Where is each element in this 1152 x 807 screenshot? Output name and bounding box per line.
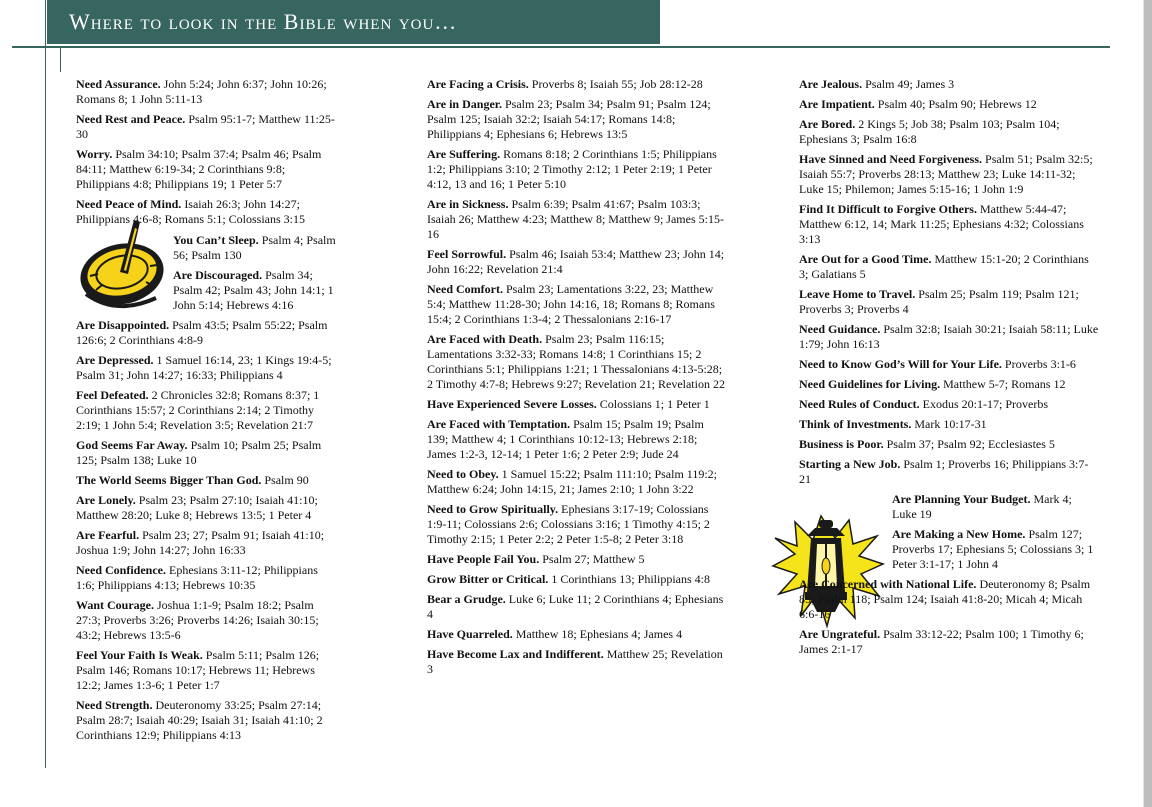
column-1	[76, 77, 339, 748]
entry-heading: Need Guidance.	[799, 322, 881, 336]
column-2	[427, 77, 727, 682]
reference-entry	[427, 592, 727, 622]
reference-entry	[799, 202, 1099, 247]
entry-heading: Are Faced with Death.	[427, 332, 543, 346]
entry-heading: Are Facing a Crisis.	[427, 77, 529, 91]
entry-references: 1 Corinthians 13; Philippians 4:8	[551, 572, 710, 586]
entry-heading: Want Courage.	[76, 598, 154, 612]
reference-entry	[799, 627, 1099, 657]
entry-references: Psalm 34:10; Psalm 37:4; Psalm 46; Psalm 84:11; Matthew 6:19-34; 2 Corinthians 9:8; Philippians 4:8; Philippians 19; 1 Peter 5:7	[76, 147, 322, 191]
entry-references: Ephesians 3:11-12; Philippians 1:6; Philippians 4:13; Hebrews 10:35	[76, 563, 318, 592]
entry-references: Matthew 15:1-20; 2 Corinthians 3; Galatians 5	[799, 252, 1089, 281]
reference-entry	[799, 492, 1099, 522]
vertical-rule	[45, 0, 46, 768]
entry-heading: You Can’t Sleep.	[173, 233, 259, 247]
reference-entry	[427, 147, 727, 192]
reference-entry	[799, 97, 1099, 112]
reference-entry	[799, 152, 1099, 197]
entry-heading: Are Ungrateful.	[799, 627, 881, 641]
reference-entry	[799, 527, 1099, 572]
entry-heading: Need Assurance.	[76, 77, 161, 91]
vertical-rule-short	[60, 46, 61, 72]
entry-heading: Are in Danger.	[427, 97, 502, 111]
reference-entry	[799, 252, 1099, 282]
entry-heading: Are Faced with Temptation.	[427, 417, 571, 431]
entry-references: Psalm 5:11; Psalm 126; Psalm 146; Romans 10:17; Hebrews 11; Hebrews 12:2; James 1:3-6; 1 Peter 1:7	[76, 648, 320, 692]
entry-references: Matthew 5:44-47; Matthew 6:12, 14; Mark 11:25; Ephesians 4:32; Colossians 3:13	[799, 202, 1084, 246]
entry-references: Luke 6; Luke 11; 2 Corinthians 4; Ephesians 4	[427, 592, 724, 621]
entry-heading: Feel Your Faith Is Weak.	[76, 648, 203, 662]
entry-heading: Are Fearful.	[76, 528, 140, 542]
entry-references: Psalm 6:39; Psalm 41:67; Psalm 103:3; Isaiah 26; Matthew 4:23; Matthew 8; Matthew 9; James 5:15-16	[427, 197, 724, 241]
entry-references: Psalm 23; Psalm 27:10; Isaiah 41:10; Matthew 28:20; Luke 8; Hebrews 13:5; 1 Peter 4	[76, 493, 318, 522]
entry-heading: Need Comfort.	[427, 282, 503, 296]
entry-heading: God Seems Far Away.	[76, 438, 188, 452]
entry-references: Psalm 27; Matthew 5	[542, 552, 645, 566]
reference-entry	[76, 147, 339, 192]
entry-heading: Are Planning Your Budget.	[892, 492, 1031, 506]
entry-heading: Leave Home to Travel.	[799, 287, 916, 301]
entry-references: Psalm 10; Psalm 25; Psalm 125; Psalm 138; Luke 10	[76, 438, 322, 467]
reference-entry	[427, 282, 727, 327]
entry-heading: Need to Obey.	[427, 467, 499, 481]
reference-entry	[76, 353, 339, 383]
entry-heading: Business is Poor.	[799, 437, 884, 451]
entry-heading: Need Confidence.	[76, 563, 166, 577]
entry-references: Psalm 33:12-22; Psalm 100; 1 Timothy 6; James 2:1-17	[799, 627, 1084, 656]
entry-references: Psalm 1; Proverbs 16; Philippians 3:7-21	[799, 457, 1089, 486]
reference-entry	[427, 627, 727, 642]
reference-entry	[76, 473, 339, 488]
reference-entry	[76, 698, 339, 743]
reference-entry	[76, 528, 339, 558]
entry-references: Psalm 25; Psalm 119; Psalm 121; Proverbs 3; Proverbs 4	[799, 287, 1079, 316]
entry-heading: Are in Sickness.	[427, 197, 509, 211]
entry-heading: Are Bored.	[799, 117, 856, 131]
entry-references: Psalm 37; Psalm 92; Ecclesiastes 5	[886, 437, 1055, 451]
entry-heading: Find It Difficult to Forgive Others.	[799, 202, 977, 216]
entry-references: Psalm 23; Lamentations 3:22, 23; Matthew 5:4; Matthew 11:28-30; John 14:16, 18; Romans 8; Romans 15:4; 2 Corinthians 1:3-4; 2 Thessalonians 2:16-17	[427, 282, 715, 326]
reference-entry	[76, 77, 339, 107]
entry-references: Psalm 49; James 3	[865, 77, 955, 91]
reference-entry	[427, 647, 727, 677]
reference-entry	[799, 377, 1099, 392]
entry-heading: Are Impatient.	[799, 97, 875, 111]
entry-references: Ephesians 3:17-19; Colossians 1:9-11; Colossians 2:6; Colossians 3:16; 1 Timothy 4:15; 2 Timothy 2:15; 1 Peter 2:2; 2 Peter 1:5-8; 2 Peter 3:18	[427, 502, 710, 546]
entry-references: 1 Samuel 15:22; Psalm 111:10; Psalm 119:2; Matthew 6:24; John 14:15, 21; James 2:10; 1 John 3:22	[427, 467, 718, 496]
reference-entry	[76, 648, 339, 693]
entry-references: Deuteronomy 8; Psalm 85; Psalm 118; Psalm 124; Isaiah 41:8-20; Micah 4; Micah 6:6-16	[799, 577, 1091, 621]
reference-entry	[76, 268, 339, 313]
entry-references: Psalm 15; Psalm 19; Psalm 139; Matthew 4; 1 Corinthians 10:12-13; Hebrews 2:18; James 1:2-3, 12-14; 1 Peter 1:6; 2 Peter 2:9; Jude 24	[427, 417, 704, 461]
reference-entry	[76, 563, 339, 593]
reference-entry	[799, 397, 1099, 412]
reference-entry	[799, 417, 1099, 432]
column-3	[799, 77, 1099, 662]
reference-entry	[427, 467, 727, 497]
entry-references: John 5:24; John 6:37; John 10:26; Romans 8; 1 John 5:11-13	[76, 77, 327, 106]
entry-heading: Are Lonely.	[76, 493, 136, 507]
entry-references: Psalm 127; Proverbs 17; Ephesians 5; Colossians 3; 1 Peter 3:1-17; 1 John 4	[892, 527, 1094, 571]
horizontal-rule	[12, 46, 1110, 48]
reference-entry	[799, 577, 1099, 622]
entry-references: Psalm 23; 27; Psalm 91; Isaiah 41:10; Joshua 1:9; John 14:27; John 16:33	[76, 528, 325, 557]
page-title: Where to look in the Bible when you…	[47, 0, 660, 44]
entry-references: Psalm 43:5; Psalm 55:22; Psalm 126:6; 2 Corinthians 4:8-9	[76, 318, 328, 347]
entry-heading: Feel Defeated.	[76, 388, 149, 402]
entry-references: Proverbs 8; Isaiah 55; Job 28:12-28	[531, 77, 703, 91]
entry-heading: Worry.	[76, 147, 113, 161]
entry-references: Joshua 1:1-9; Psalm 18:2; Psalm 27:3; Proverbs 3:26; Proverbs 14:26; Isaiah 30:15; 43:2; Hebrews 13:5-6	[76, 598, 319, 642]
entry-references: Proverbs 3:1-6	[1004, 357, 1076, 371]
entry-references: Psalm 90	[264, 473, 309, 487]
reference-entry	[799, 437, 1099, 452]
reference-entry	[799, 457, 1099, 487]
entry-heading: Are Suffering.	[427, 147, 501, 161]
reference-entry	[799, 287, 1099, 317]
entry-heading: Need to Grow Spiritually.	[427, 502, 559, 516]
entry-heading: Need Rules of Conduct.	[799, 397, 920, 411]
entry-heading: Are Jealous.	[799, 77, 863, 91]
entry-heading: Need Strength.	[76, 698, 153, 712]
reference-entry	[799, 117, 1099, 147]
reference-entry	[427, 332, 727, 392]
entry-heading: Have Quarreled.	[427, 627, 513, 641]
reference-entry	[427, 77, 727, 92]
reference-entry	[76, 493, 339, 523]
reference-entry	[76, 112, 339, 142]
entry-heading: Have Experienced Severe Losses.	[427, 397, 597, 411]
entry-heading: Are Discouraged.	[173, 268, 263, 282]
entry-references: Psalm 46; Isaiah 53:4; Matthew 23; John 14; John 16:22; Revelation 21:4	[427, 247, 725, 276]
entry-references: Romans 8:18; 2 Corinthians 1:5; Philippians 1:2; Philippians 3:10; 2 Timothy 2:12; 1 Peter 2:19; 1 Peter 4:12, 13 and 16; 1 Peter 5:10	[427, 147, 717, 191]
entry-heading: Have Become Lax and Indifferent.	[427, 647, 604, 661]
reference-entry	[76, 318, 339, 348]
entry-references: Psalm 23; Psalm 34; Psalm 91; Psalm 124; Psalm 125; Isaiah 32:2; Isaiah 54:17; Romans 14:8; Philippians 4; Ephesians 6; Hebrews 13:5	[427, 97, 711, 141]
reference-entry	[427, 552, 727, 567]
entry-heading: Starting a New Job.	[799, 457, 901, 471]
entry-heading: Bear a Grudge.	[427, 592, 506, 606]
reference-entry	[427, 502, 727, 547]
entry-references: Deuteronomy 33:25; Psalm 27:14; Psalm 28:7; Isaiah 40:29; Isaiah 31; Isaiah 41:10; 2 Corinthians 12:9; Philippians 4:13	[76, 698, 323, 742]
reference-entry	[76, 388, 339, 433]
entry-heading: Are Out for a Good Time.	[799, 252, 932, 266]
reference-entry	[427, 97, 727, 142]
entry-references: Psalm 32:8; Isaiah 30:21; Isaiah 58:11; Luke 1:79; John 16:13	[799, 322, 1099, 351]
entry-references: Matthew 25; Revelation 3	[427, 647, 723, 676]
entry-references: 2 Chronicles 32:8; Romans 8:37; 1 Corinthians 15:57; 2 Corinthians 2:14; 2 Timothy 2:19; 1 John 5:4; Revelation 3:5; Revelation 21:7	[76, 388, 320, 432]
entry-heading: Grow Bitter or Critical.	[427, 572, 549, 586]
entry-heading: The World Seems Bigger Than God.	[76, 473, 262, 487]
page-edge	[1144, 0, 1152, 807]
reference-entry	[76, 598, 339, 643]
reference-entry	[76, 197, 339, 227]
entry-references: Matthew 5-7; Romans 12	[943, 377, 1066, 391]
reference-entry	[427, 197, 727, 242]
entry-references: Mark 4; Luke 19	[892, 492, 1072, 521]
reference-entry	[799, 322, 1099, 352]
entry-heading: Feel Sorrowful.	[427, 247, 507, 261]
entry-heading: Have People Fail You.	[427, 552, 540, 566]
entry-heading: Are Concerned with National Life.	[799, 577, 977, 591]
entry-references: Psalm 40; Psalm 90; Hebrews 12	[877, 97, 1037, 111]
reference-entry	[427, 417, 727, 462]
entry-references: Colossians 1; 1 Peter 1	[599, 397, 710, 411]
reference-entry	[76, 233, 339, 263]
entry-references: Psalm 23; Psalm 116:15; Lamentations 3:32-33; Romans 14:8; 1 Corinthians 15; 2 Corinthians 5:1; Philippians 1:21; 1 Thessalonians 4:13-5:28; 2 Timothy 4:7-8; Hebrews 9:27; Revelation 21; Revelation 22	[427, 332, 725, 391]
entry-references: Psalm 34; Psalm 42; Psalm 43; John 14:1; 1 John 5:14; Hebrews 4:16	[173, 268, 334, 312]
entry-references: Psalm 51; Psalm 32:5; Isaiah 55:7; Proverbs 28:13; Matthew 23; Luke 14:11-32; Luke 15; Philemon; James 5:15-16; 1 John 1:9	[799, 152, 1093, 196]
entry-references: 1 Samuel 16:14, 23; 1 Kings 19:4-5; Psalm 31; John 14:27; 16:33; Philippians 4	[76, 353, 332, 382]
entry-references: Exodus 20:1-17; Proverbs	[922, 397, 1048, 411]
entry-references: Psalm 95:1-7; Matthew 11:25-30	[76, 112, 335, 141]
reference-entry	[427, 397, 727, 412]
reference-entry	[427, 247, 727, 277]
reference-entry	[799, 357, 1099, 372]
entry-references: 2 Kings 5; Job 38; Psalm 103; Psalm 104; Ephesians 3; Psalm 16:8	[799, 117, 1060, 146]
entry-heading: Need Rest and Peace.	[76, 112, 186, 126]
entry-references: Psalm 4; Psalm 56; Psalm 130	[173, 233, 336, 262]
reference-entry	[427, 572, 727, 587]
reference-entry	[76, 438, 339, 468]
entry-heading: Are Making a New Home.	[892, 527, 1026, 541]
reference-entry	[799, 77, 1099, 92]
entry-heading: Need Peace of Mind.	[76, 197, 182, 211]
entry-references: Mark 10:17-31	[914, 417, 987, 431]
entry-heading: Have Sinned and Need Forgiveness.	[799, 152, 983, 166]
entry-references: Isaiah 26:3; John 14:27; Philippians 4:6-8; Romans 5:1; Colossians 3:15	[76, 197, 306, 226]
entry-heading: Are Disappointed.	[76, 318, 170, 332]
entry-heading: Need Guidelines for Living.	[799, 377, 941, 391]
entry-heading: Think of Investments.	[799, 417, 912, 431]
entry-heading: Are Depressed.	[76, 353, 154, 367]
entry-heading: Need to Know God’s Will for Your Life.	[799, 357, 1002, 371]
entry-references: Matthew 18; Ephesians 4; James 4	[515, 627, 683, 641]
